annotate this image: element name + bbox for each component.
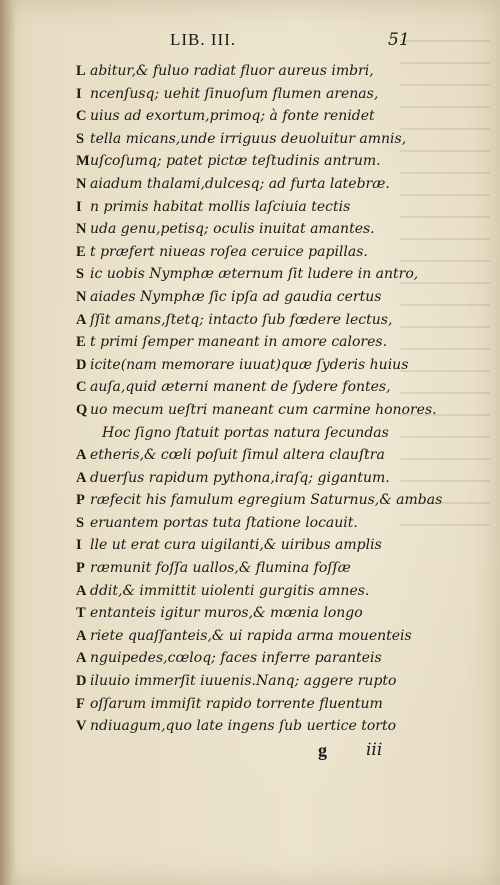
line-text: etheris,& cœli poſuit ſimul altera clauſtra — [90, 447, 385, 464]
verse-line — [76, 196, 436, 219]
line-initial: A — [76, 650, 87, 667]
verse-line — [76, 263, 436, 286]
line-text: ndiuagum,quo late ingens ſub uertice torto — [90, 718, 397, 735]
line-text: uius ad exortum,primoq; à fonte renidet — [90, 108, 375, 125]
line-text: tella micans,unde irriguus deuoluitur amnis, — [90, 130, 407, 147]
line-initial: D — [76, 356, 87, 373]
verse-line — [76, 83, 436, 106]
line-text: ræmunit foſſa uallos,& flumina foſſæ — [90, 560, 351, 577]
verse-line — [76, 331, 436, 354]
line-initial: P — [76, 492, 85, 509]
line-text: auſa,quid æterni manent de ſydere fontes, — [90, 379, 391, 396]
line-text: iluuio immerſit iuuenis.Nanq; aggere rupto — [90, 673, 397, 690]
verse-line — [76, 422, 436, 445]
running-head: LIB. III. — [170, 30, 237, 49]
line-initial: I — [76, 198, 82, 215]
line-text: ddit,& immittit uiolenti gurgitis amnes. — [90, 582, 370, 599]
line-text: ncenſusq; uehit ſinuoſum flumen arenas, — [90, 85, 379, 102]
line-initial: N — [76, 288, 87, 305]
verse-line — [76, 715, 436, 738]
verse-line — [76, 557, 436, 580]
verse-line — [76, 128, 436, 151]
verse-line — [76, 580, 436, 603]
line-text: lle ut erat cura uigilanti,& uiribus amplis — [90, 537, 382, 554]
line-text: n primis habitat mollis laſciuia tectis — [90, 198, 351, 215]
line-initial: N — [76, 175, 87, 192]
line-initial: A — [76, 311, 87, 328]
verse-line — [76, 376, 436, 399]
line-text: ræfecit his famulum egregium Saturnus,& ambas — [90, 492, 443, 509]
verse-line — [76, 534, 436, 557]
binding-gutter — [0, 0, 14, 885]
line-text: uda genu,petisq; oculis inuitat amantes. — [90, 221, 375, 238]
verse-block — [76, 60, 443, 740]
line-text: uo mecum ueſtri maneant cum carmine honores. — [90, 401, 437, 418]
line-initial: I — [76, 85, 82, 102]
line-text: abitur,& fuluo radiat fluor aureus imbri, — [90, 63, 374, 79]
line-text: t præfert niueas roſea ceruice papillas. — [90, 243, 368, 260]
catchword: iii — [366, 740, 383, 760]
line-text: eruantem portas tuta ſtatione locauit. — [90, 514, 358, 531]
verse-line — [76, 670, 436, 693]
line-text: ſſit amans,ſtetq; intacto ſub fœdere lectus, — [90, 311, 393, 328]
folio-number: 51 — [388, 30, 410, 50]
verse-line — [76, 693, 436, 716]
verse-line — [76, 399, 436, 422]
line-initial: S — [76, 266, 85, 283]
line-initial: T — [76, 605, 86, 622]
verse-line — [76, 602, 436, 625]
page-header — [170, 30, 430, 52]
line-text: nguipedes,cœloq; faces inferre paranteis — [90, 650, 382, 667]
line-initial: S — [76, 514, 85, 531]
line-initial: D — [76, 673, 87, 690]
verse-line — [76, 241, 436, 264]
line-initial: A — [76, 469, 87, 486]
line-text: oſſarum immiſit rapido torrente fluentum — [90, 695, 383, 712]
verse-line — [76, 173, 436, 196]
line-initial: L — [76, 63, 86, 79]
line-initial: I — [76, 537, 82, 554]
line-text: entanteis igitur muros,& mœnia longo — [90, 605, 363, 622]
line-initial: V — [76, 718, 87, 735]
page-footer — [318, 740, 438, 764]
verse-line — [76, 467, 436, 490]
verse-line — [76, 354, 436, 377]
line-text: icite(nam memorare iuuat)quæ ſyderis huius — [90, 356, 409, 373]
line-initial: A — [76, 582, 87, 599]
verse-line — [76, 647, 436, 670]
line-text: riete quaſſanteis,& ui rapida arma mouenteis — [90, 627, 412, 644]
line-initial: C — [76, 379, 87, 396]
line-text: aiades Nymphæ ſic ipſa ad gaudia certus — [90, 288, 382, 305]
line-text: ic uobis Nymphæ æternum ſit ludere in antro, — [90, 266, 419, 283]
line-initial: P — [76, 560, 85, 577]
verse-line — [76, 105, 436, 128]
line-initial: C — [76, 108, 87, 125]
line-initial: M — [76, 153, 90, 170]
signature-mark: g — [318, 740, 327, 760]
line-initial: F — [76, 695, 85, 712]
verse-line — [76, 150, 436, 173]
line-text: aiadum thalami,dulcesq; ad furta latebræ. — [90, 175, 390, 192]
line-initial: A — [76, 447, 87, 464]
verse-line — [76, 309, 436, 332]
verse-line — [76, 489, 443, 512]
verse-line — [76, 512, 436, 535]
line-text: Hoc ſigno ſtatuit portas natura ſecundas — [102, 424, 389, 441]
line-text: uſcoſumq; patet pictæ teſtudinis antrum. — [90, 153, 381, 170]
verse-line — [76, 444, 436, 467]
line-initial: N — [76, 221, 87, 238]
verse-line — [76, 218, 436, 241]
line-initial: S — [76, 130, 85, 147]
verse-line — [76, 625, 436, 648]
line-initial: A — [76, 627, 87, 644]
verse-line — [76, 286, 436, 309]
line-text: duerſus rapidum pythona,iraſq; gigantum. — [90, 469, 390, 486]
line-initial: Q — [76, 401, 88, 418]
line-text: t primi ſemper maneant in amore calores. — [90, 334, 388, 351]
line-initial: E — [76, 243, 86, 260]
line-initial: E — [76, 334, 86, 351]
verse-line — [76, 60, 436, 83]
